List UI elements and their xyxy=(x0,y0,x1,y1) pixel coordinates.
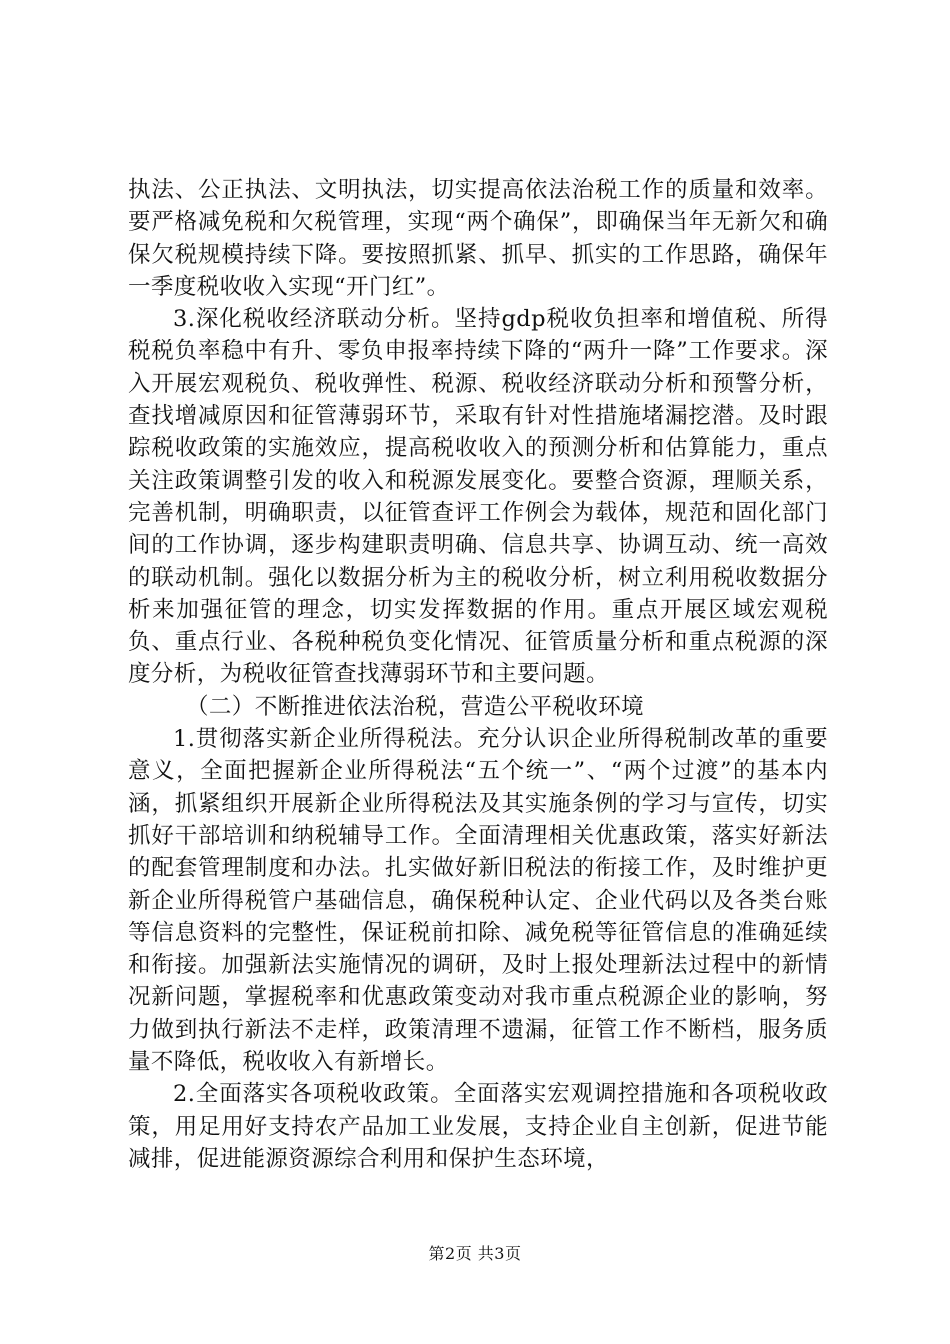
paragraph-continuation: 执法、公正执法、文明执法，切实提高依法治税工作的质量和效率。要严格减免税和欠税管理，实现“两个确保”，即确保当年无新欠和确保欠税规模持续下降。要按照抓紧、抓早、抓实的工作思路，确保年一季度税收收入实现“开门红”。 xyxy=(128,177,828,300)
page-number-footer: 第2页 共3页 xyxy=(428,1244,522,1263)
section-heading: （二）不断推进依法治税，营造公平税收环境 xyxy=(186,693,645,720)
paragraph-item-3: 3.深化税收经济联动分析。坚持gdp税收负担率和增值税、所得税税负率稳中有升、零负申报率持续下降的“两升一降”工作要求。深入开展宏观税负、税收弹性、税源、税收经济联动分析和预警分析，查找增减原因和征管薄弱环节，采取有针对性措施堵漏挖潜。及时跟踪税收政策的实施效应，提高税收收入的预测分析和估算能力，重点关注政策调整引发的收入和税源发展变化。要整合资源，理顺关系，完善机制，明确职责，以征管查评工作例会为载体，规范和固化部门间的工作协调，逐步构建职责明确、信息共享、协调互动、统一高效的联动机制。强化以数据分析为主的税收分析，树立利用税收数据分析来加强征管的理念，切实发挥数据的作用。重点开展区域宏观税负、重点行业、各税种税负变化情况、征管质量分析和重点税源的深度分析，为税收征管查找薄弱环节和主要问题。 xyxy=(128,306,828,688)
paragraph-item-2: 2.全面落实各项税收政策。全面落实宏观调控措施和各项税收政策，用足用好支持农产品加工业发展，支持企业自主创新，促进节能减排，促进能源资源综合利用和保护生态环境， xyxy=(128,1081,828,1172)
paragraph-item-1: 1.贯彻落实新企业所得税法。充分认识企业所得税制改革的重要意义，全面把握新企业所得税法“五个统一”、“两个过渡”的基本内涵，抓紧组织开展新企业所得税法及其实施条例的学习与宣传，切实抓好干部培训和纳税辅导工作。全面清理相关优惠政策，落实好新法的配套管理制度和办法。扎实做好新旧税法的衔接工作，及时维护更新企业所得税管户基础信息，确保税种认定、企业代码以及各类台账等信息资料的完整性，保证税前扣除、减免税等征管信息的准确延续和衔接。加强新法实施情况的调研，及时上报处理新法过程中的新情况新问题，掌握税率和优惠政策变动对我市重点税源企业的影响，努力做到执行新法不走样，政策清理不遗漏，征管工作不断档，服务质量不降低，税收收入有新增长。 xyxy=(128,726,828,1076)
document-body xyxy=(128,174,828,1175)
